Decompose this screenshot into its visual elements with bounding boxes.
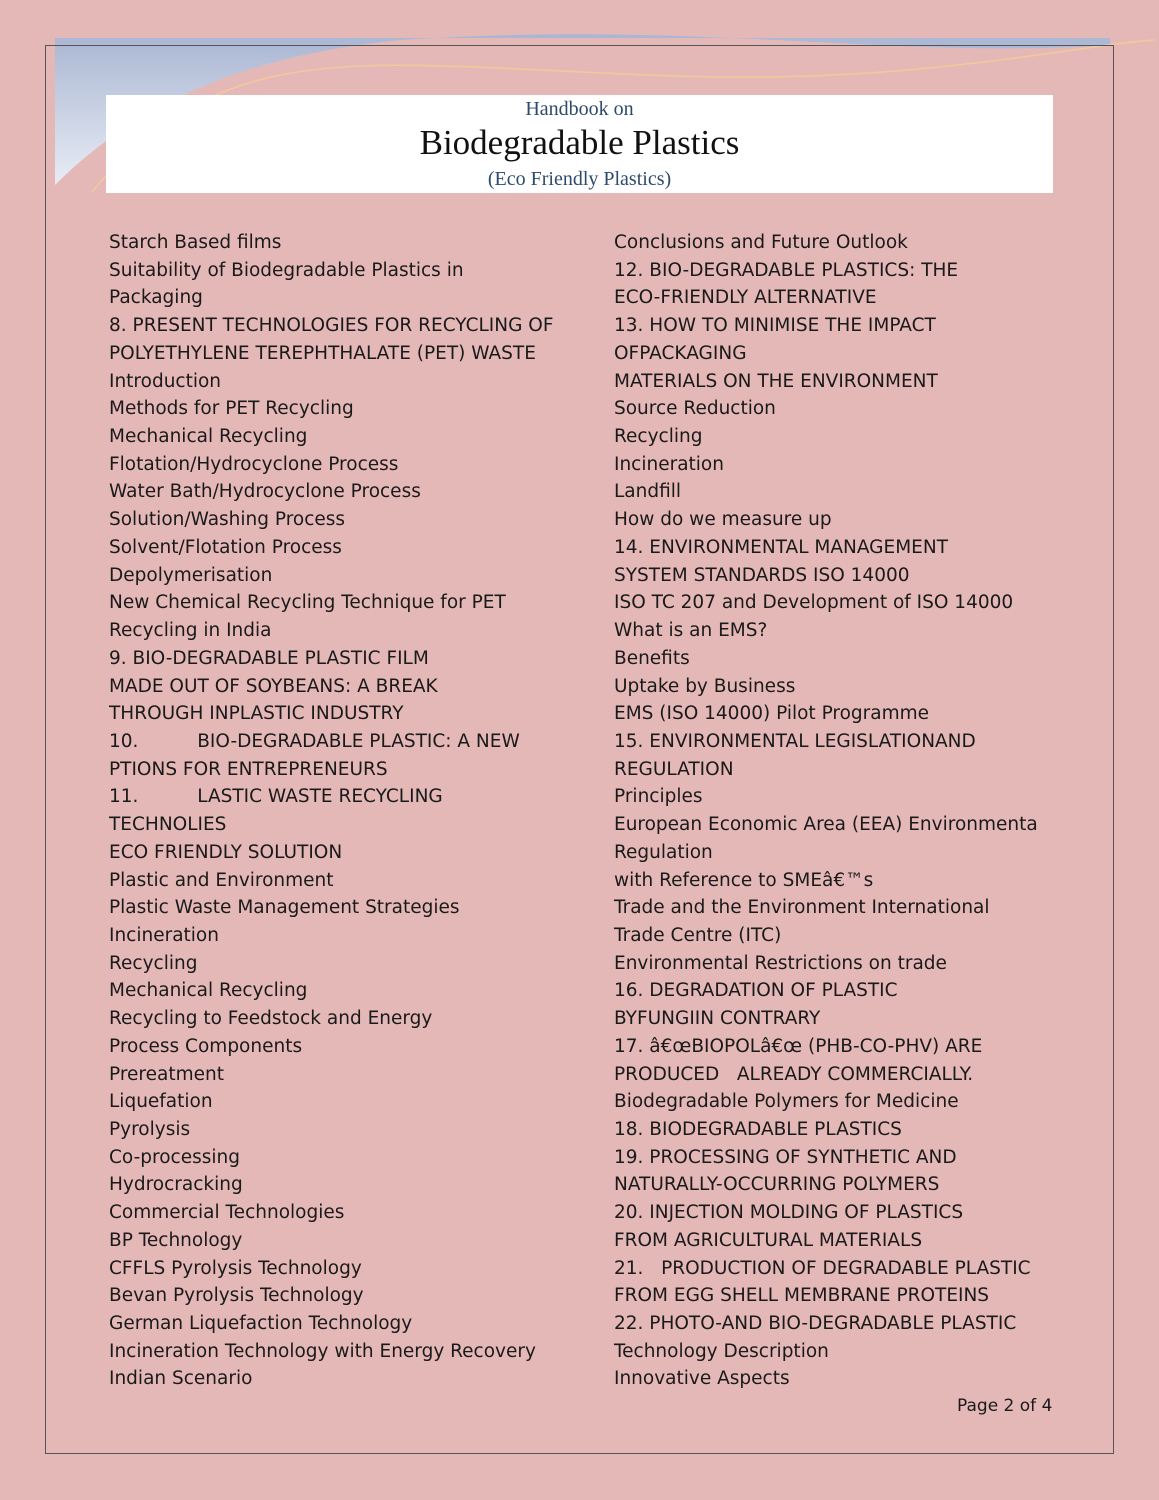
toc-entry: Plastic and Environment: [109, 869, 334, 891]
toc-entry: 20. INJECTION MOLDING OF PLASTICS: [614, 1202, 964, 1224]
toc-entry: Landfill: [614, 481, 682, 503]
toc-entry: Mechanical Recycling: [109, 426, 308, 448]
toc-entry: Packaging: [109, 287, 203, 309]
toc-entry: 14. ENVIRONMENTAL MANAGEMENT: [614, 536, 948, 558]
toc-entry: FROM EGG SHELL MEMBRANE PROTEINS: [614, 1285, 990, 1307]
toc-entry: Prereatment: [109, 1063, 224, 1085]
toc-entry: Source Reduction: [614, 398, 776, 420]
toc-entry: 9. BIO-DEGRADABLE PLASTIC FILM: [109, 647, 429, 669]
toc-entry: Incineration: [614, 453, 724, 475]
toc-entry: How do we measure up: [614, 509, 832, 531]
toc-entry: NATURALLY-OCCURRING POLYMERS: [614, 1174, 940, 1196]
book-subtitle: (Eco Friendly Plastics): [487, 168, 672, 190]
toc-entry: 22. PHOTO-AND BIO-DEGRADABLE PLASTIC: [614, 1313, 1017, 1335]
toc-entry: EMS (ISO 14000) Pilot Programme: [614, 703, 930, 725]
toc-entry: Incineration Technology with Energy Recovery: [109, 1340, 536, 1362]
toc-entry: Indian Scenario: [109, 1368, 253, 1390]
toc-entry: 11. LASTIC WASTE RECYCLING: [109, 786, 443, 808]
toc-entry: Biodegradable Polymers for Medicine: [614, 1091, 959, 1113]
toc-entry: New Chemical Recycling Technique for PET: [109, 592, 506, 614]
toc-entry: Liquefation: [109, 1091, 213, 1113]
toc-entry: Conclusions and Future Outlook: [614, 232, 908, 253]
toc-entry: MATERIALS ON THE ENVIRONMENT: [614, 370, 938, 392]
toc-entry: PRODUCED ALREADY COMMERCIALLY.: [614, 1063, 974, 1085]
toc-entry: 15. ENVIRONMENTAL LEGISLATIONAND: [614, 730, 976, 752]
toc-entry: Technology Description: [614, 1340, 829, 1362]
toc-entry: PTIONS FOR ENTREPRENEURS: [109, 758, 388, 780]
toc-entry: Innovative Aspects: [614, 1368, 790, 1390]
toc-entry: ECO-FRIENDLY ALTERNATIVE: [614, 287, 877, 309]
toc-entry: 18. BIODEGRADABLE PLASTICS: [614, 1119, 902, 1140]
toc-entry: Mechanical Recycling: [109, 980, 308, 1002]
toc-entry: Uptake by Business: [614, 675, 796, 697]
toc-entry: 8. PRESENT TECHNOLOGIES FOR RECYCLING OF: [109, 315, 554, 337]
toc-entry: Recycling to Feedstock and Energy: [109, 1008, 433, 1030]
toc-entry: ECO FRIENDLY SOLUTION: [109, 841, 343, 863]
book-title: Biodegradable Plastics: [419, 123, 740, 162]
toc-entry: 13. HOW TO MINIMISE THE IMPACT: [614, 315, 936, 337]
toc-entry: Suitability of Biodegradable Plastics in: [109, 259, 464, 281]
toc-entry: 17. â€œBIOPOLâ€œ (PHB-CO-PHV) ARE: [614, 1035, 983, 1057]
toc-entry: Commercial Technologies: [109, 1202, 345, 1224]
toc-entry: Hydrocracking: [109, 1174, 243, 1196]
toc-entry: Solvent/Flotation Process: [109, 536, 342, 558]
toc-entry: Trade Centre (ITC): [614, 924, 782, 946]
toc-entry: SYSTEM STANDARDS ISO 14000: [614, 564, 910, 586]
toc-entry: Starch Based films: [109, 232, 282, 253]
toc-entry: MADE OUT OF SOYBEANS: A BREAK: [109, 675, 438, 697]
toc-entry: TECHNOLIES: [109, 814, 227, 836]
toc-entry: REGULATION: [614, 758, 734, 780]
toc-entry: 10. BIO-DEGRADABLE PLASTIC: A NEW: [109, 730, 520, 752]
toc-entry: Regulation: [614, 841, 713, 863]
toc-entry: Recycling in India: [109, 620, 272, 642]
toc-entry: Environmental Restrictions on trade: [614, 952, 947, 974]
toc-entry: 16. DEGRADATION OF PLASTIC: [614, 980, 898, 1002]
toc-entry: Flotation/Hydrocyclone Process: [109, 453, 399, 475]
toc-entry: Solution/Washing Process: [109, 509, 346, 531]
toc-entry: Recycling: [109, 952, 198, 974]
pre-title: Handbook on: [525, 98, 634, 120]
toc-entry: What is an EMS?: [614, 620, 768, 642]
toc-entry: ISO TC 207 and Development of ISO 14000: [614, 592, 1014, 614]
toc-entry: Incineration: [109, 924, 219, 946]
toc-entry: Recycling: [614, 426, 703, 448]
toc-entry: Trade and the Environment International: [614, 897, 990, 919]
toc-entry: with Reference to SMEâ€™s: [614, 869, 874, 891]
toc-entry: European Economic Area (EEA) Environmenta: [614, 814, 1038, 836]
toc-entry: German Liquefaction Technology: [109, 1313, 413, 1335]
toc-entry: FROM AGRICULTURAL MATERIALS: [614, 1229, 923, 1251]
toc-entry: BYFUNGIIN CONTRARY: [614, 1008, 821, 1030]
toc-entry: Process Components: [109, 1035, 303, 1057]
toc-entry: Methods for PET Recycling: [109, 398, 354, 420]
toc-entry: Plastic Waste Management Strategies: [109, 897, 460, 919]
toc-entry: Introduction: [109, 370, 222, 392]
toc-entry: Benefits: [614, 647, 690, 669]
page-number: Page 2 of 4: [957, 1396, 1053, 1416]
toc-entry: OFPACKAGING: [614, 342, 747, 364]
toc-entry: Pyrolysis: [109, 1119, 191, 1140]
title-box: [106, 95, 1053, 193]
toc-entry: 21. PRODUCTION OF DEGRADABLE PLASTIC: [614, 1257, 1031, 1279]
toc-entry: Principles: [614, 786, 703, 808]
toc-entry: CFFLS Pyrolysis Technology: [109, 1257, 362, 1279]
toc-entry: BP Technology: [109, 1229, 243, 1251]
toc-entry: Co-processing: [109, 1146, 240, 1168]
toc-right-column: [614, 229, 1038, 1393]
toc-entry: Water Bath/Hydrocyclone Process: [109, 481, 421, 503]
toc-entry: POLYETHYLENE TEREPHTHALATE (PET) WASTE: [109, 342, 536, 364]
toc-entry: 19. PROCESSING OF SYNTHETIC AND: [614, 1146, 957, 1168]
toc-entry: Bevan Pyrolysis Technology: [109, 1285, 364, 1307]
toc-left-column: [109, 229, 554, 1393]
toc-entry: 12. BIO-DEGRADABLE PLASTICS: THE: [614, 259, 959, 281]
toc-entry: Depolymerisation: [109, 564, 273, 586]
toc-entry: THROUGH INPLASTIC INDUSTRY: [109, 703, 404, 725]
